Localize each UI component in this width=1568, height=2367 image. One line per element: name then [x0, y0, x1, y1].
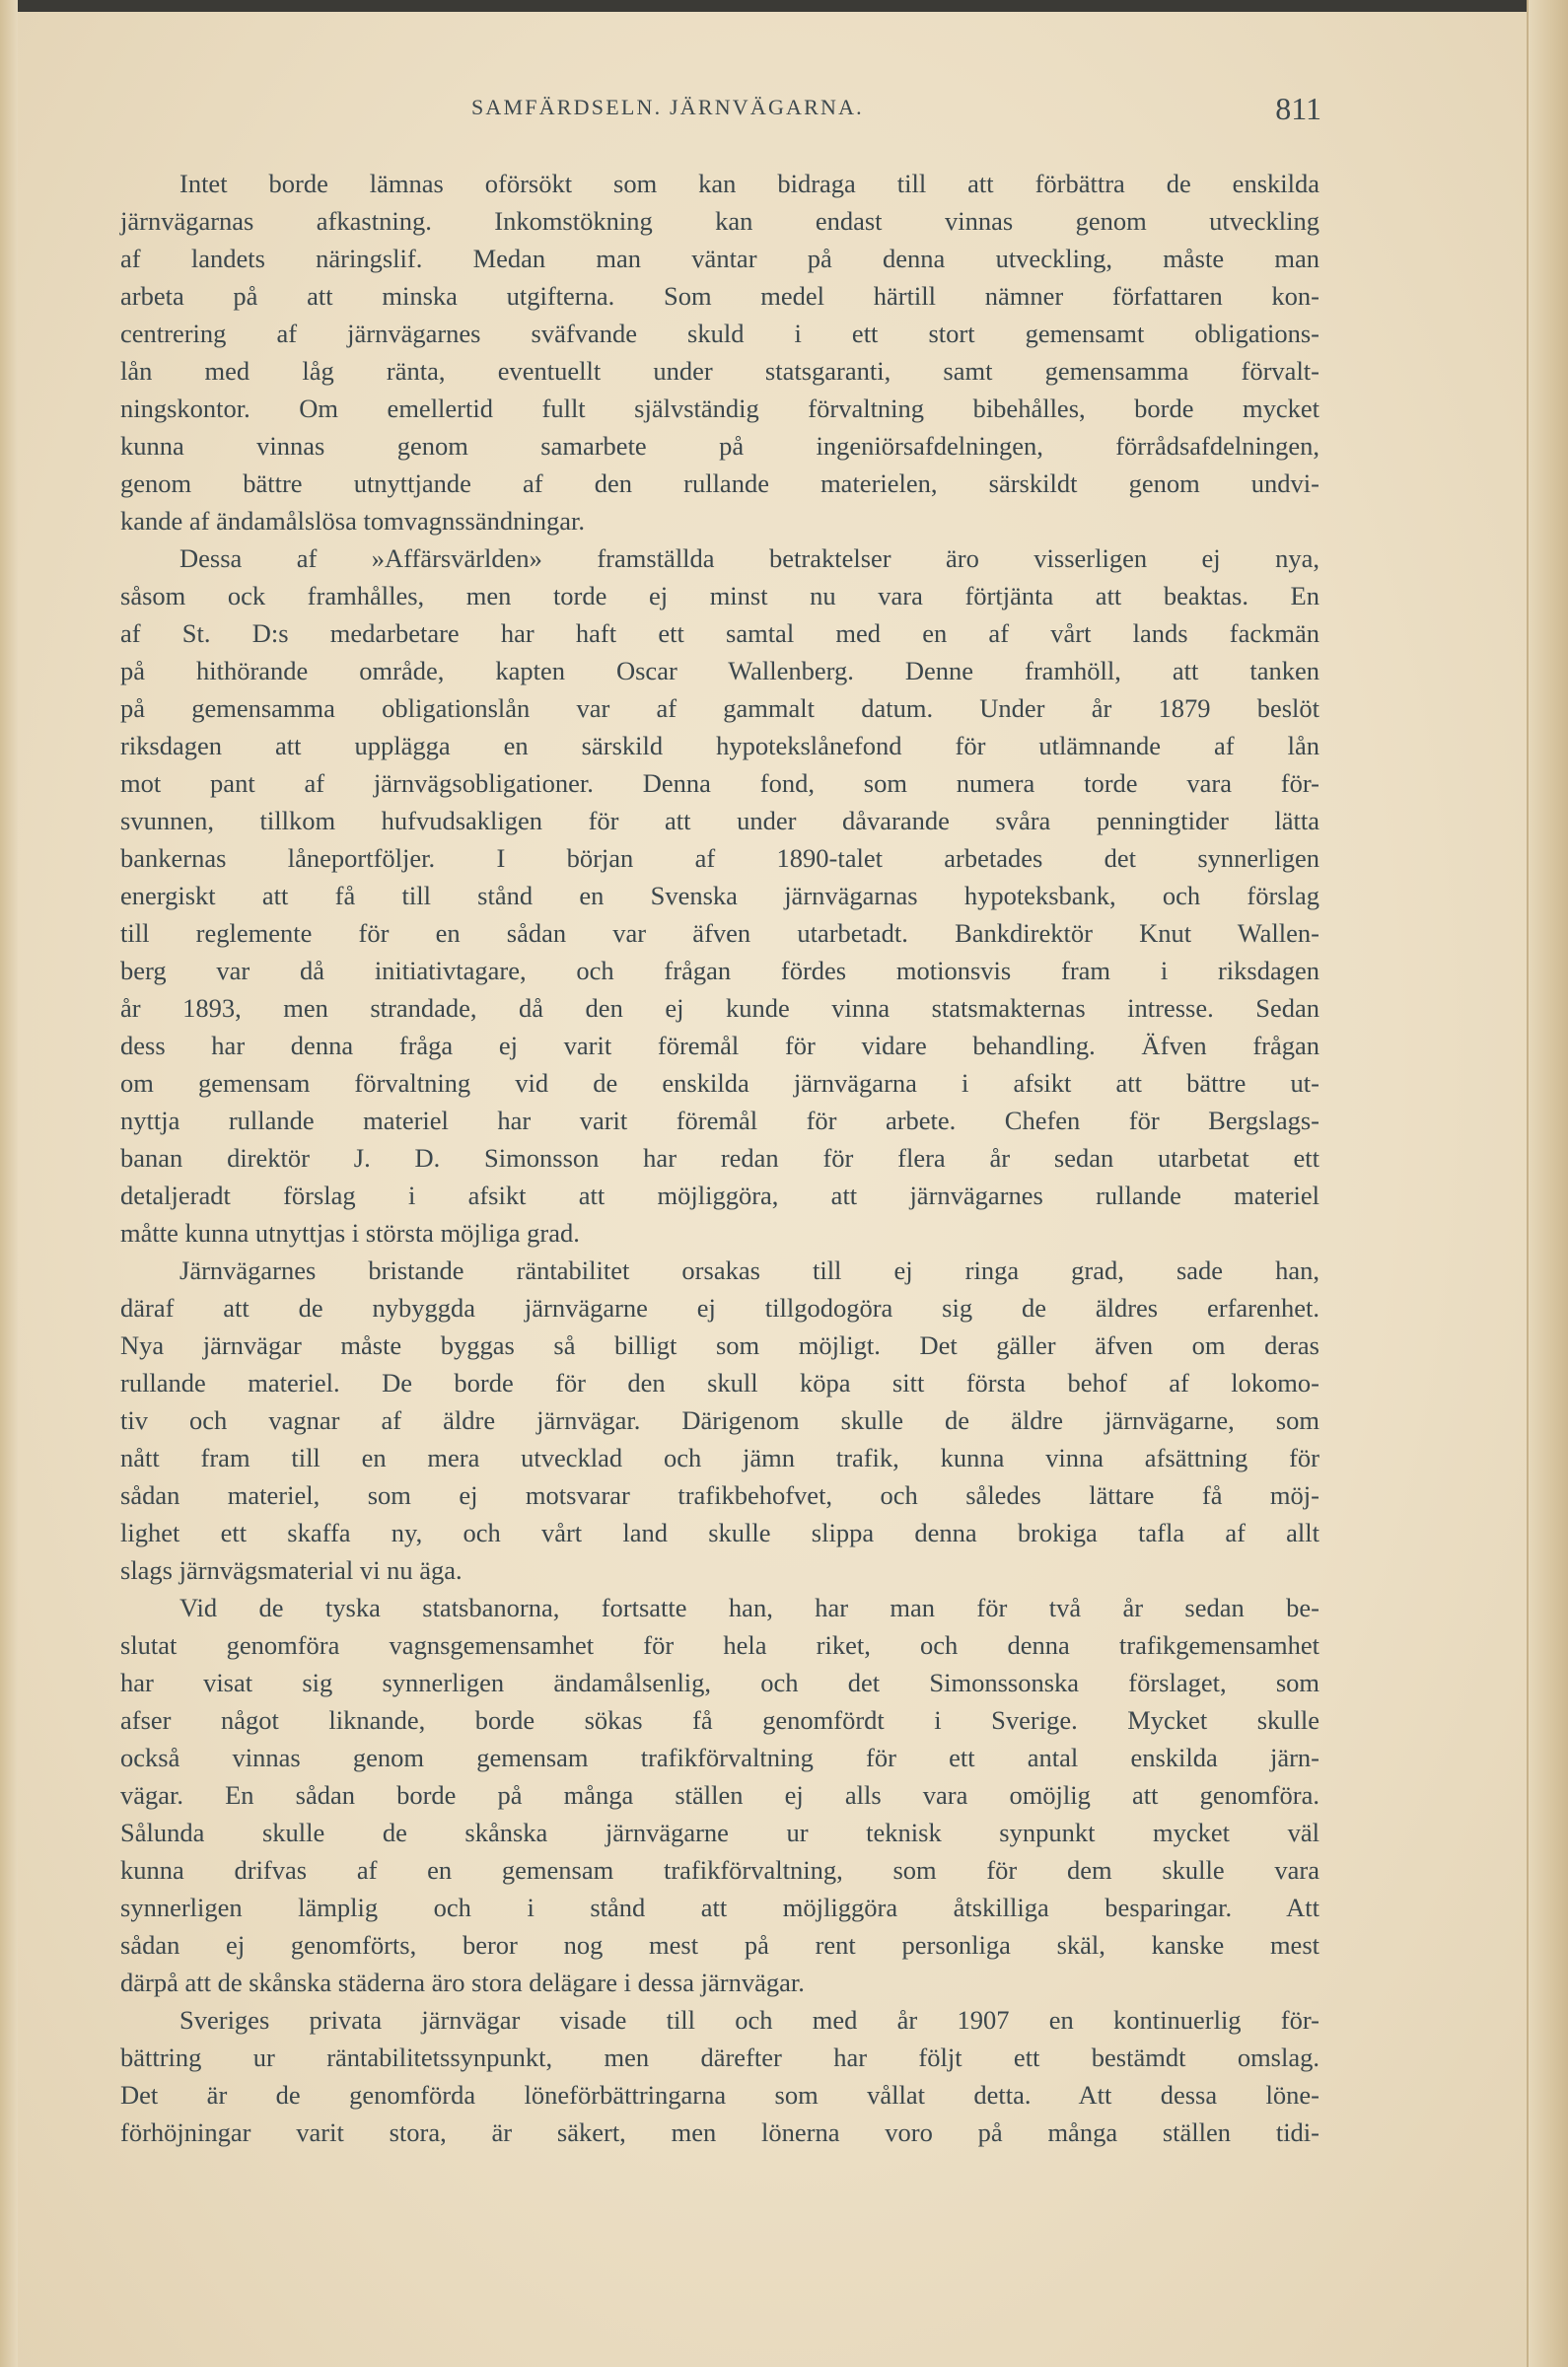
- text-line: därpå att de skånska städerna äro stora delägare i dessa järnvägar.: [120, 1968, 805, 1997]
- text-line: sådan ej genomförts, beror nog mest på rent personliga skäl, kanske mest: [120, 1930, 1319, 1960]
- text-line: synnerligen lämplig och i stånd att möjliggöra åtskilliga besparingar. Att: [120, 1893, 1319, 1922]
- text-line: genom bättre utnyttjande af den rullande materielen, särskildt genom undvi-: [120, 468, 1319, 498]
- text-line: år 1893, men strandade, då den ej kunde vinna statsmakternas intresse. Sedan: [120, 993, 1319, 1023]
- text-line: vägar. En sådan borde på många ställen ej alls vara omöjlig att genomföra.: [120, 1780, 1319, 1810]
- text-line: banan direktör J. D. Simonsson har redan för flera år sedan utarbetat ett: [120, 1143, 1319, 1173]
- text-line: svunnen, tillkom hufvudsakligen för att under dåvarande svåra penningtider lätta: [120, 806, 1319, 835]
- text-line: afser något liknande, borde sökas få genomfördt i Sverige. Mycket skulle: [120, 1705, 1319, 1735]
- text-line: har visat sig synnerligen ändamålsenlig, och det Simonssonska förslaget, som: [120, 1668, 1319, 1697]
- text-line: Nya järnvägar måste byggas så billigt som möjligt. Det gäller äfven om deras: [120, 1330, 1319, 1360]
- text-line: nått fram till en mera utvecklad och jämn trafik, kunna vinna afsättning för: [120, 1443, 1319, 1472]
- text-line: af landets näringslif. Medan man väntar på denna utveckling, måste man: [120, 244, 1319, 273]
- text-line: sådan materiel, som ej motsvarar trafikbehofvet, och således lättare få möj-: [120, 1480, 1319, 1510]
- text-line: riksdagen att upplägga en särskild hypotekslånefond för utlämnande af lån: [120, 731, 1319, 760]
- text-line: lighet ett skaffa ny, och vårt land skulle slippa denna brokiga tafla af allt: [120, 1518, 1319, 1547]
- text-line: mot pant af järnvägsobligationer. Denna fond, som numera torde vara för-: [120, 768, 1319, 798]
- text-line: till reglemente för en sådan var äfven utarbetadt. Bankdirektör Knut Wallen-: [120, 918, 1319, 948]
- text-line: bättring ur räntabilitetssynpunkt, men därefter har följt ett bestämdt omslag.: [120, 2043, 1319, 2072]
- text-line: detaljeradt förslag i afsikt att möjliggöra, att järnvägarnes rullande materiel: [120, 1181, 1319, 1210]
- text-line: berg var då initiativtagare, och frågan fördes motionsvis fram i riksdagen: [120, 956, 1319, 985]
- text-line: arbeta på att minska utgifterna. Som medel härtill nämner författaren kon-: [120, 281, 1319, 311]
- text-line: kande af ändamålslösa tomvagnssändningar.: [120, 506, 585, 536]
- text-line: också vinnas genom gemensam trafikförvaltning för ett antal enskilda järn-: [120, 1743, 1319, 1772]
- text-line: slags järnvägsmaterial vi nu äga.: [120, 1555, 463, 1585]
- text-line: Det är de genomförda löneförbättringarna som vållat detta. Att dessa löne-: [120, 2080, 1319, 2110]
- text-line: af St. D:s medarbetare har haft ett samtal med en af vårt lands fackmän: [120, 618, 1319, 648]
- right-page-edge: [1527, 0, 1568, 2367]
- text-line: lån med låg ränta, eventuellt under statsgaranti, samt gemensamma förvalt-: [120, 356, 1319, 386]
- text-line: centrering af järnvägarnes sväfvande skuld i ett stort gemensamt obligations-: [120, 319, 1319, 348]
- text-line: dess har denna fråga ej varit föremål för vidare behandling. Äfven frågan: [120, 1031, 1319, 1060]
- text-line: Sveriges privata järnvägar visade till och med år 1907 en kontinuerlig för-: [179, 2005, 1319, 2035]
- text-line: Vid de tyska statsbanorna, fortsatte han, har man för två år sedan be-: [179, 1593, 1319, 1622]
- text-line: måtte kunna utnyttjas i största möjliga grad.: [120, 1218, 580, 1248]
- left-page-edge: [0, 0, 18, 2367]
- text-line: Järnvägarnes bristande räntabilitet orsakas till ej ringa grad, sade han,: [179, 1255, 1319, 1285]
- text-line: ningskontor. Om emellertid fullt självständig förvaltning bibehålles, borde mycket: [120, 394, 1319, 423]
- top-border: [0, 0, 1568, 12]
- text-line: på hithörande område, kapten Oscar Wallenberg. Denne framhöll, att tanken: [120, 656, 1319, 685]
- text-line: järnvägarnas afkastning. Inkomstökning kan endast vinnas genom utveckling: [120, 206, 1319, 236]
- text-line: tiv och vagnar af äldre järnvägar. Därigenom skulle de äldre järnvägarne, som: [120, 1405, 1319, 1435]
- text-line: däraf att de nybyggda järnvägarne ej tillgodogöra sig de äldres erfarenhet.: [120, 1293, 1319, 1323]
- text-line: om gemensam förvaltning vid de enskilda järnvägarna i afsikt att bättre ut-: [120, 1068, 1319, 1098]
- text-line: nyttja rullande materiel har varit föremål för arbete. Chefen för Bergslags-: [120, 1106, 1319, 1135]
- text-line: såsom ock framhålles, men torde ej minst nu vara förtjänta att beaktas. En: [120, 581, 1319, 610]
- text-line: Intet borde lämnas oförsökt som kan bidraga till att förbättra de enskilda: [179, 169, 1319, 198]
- text-line: förhöjningar varit stora, är säkert, men lönerna voro på många ställen tidi-: [120, 2117, 1319, 2147]
- text-line: slutat genomföra vagnsgemensamhet för hela riket, och denna trafikgemensamhet: [120, 1630, 1319, 1660]
- running-head-title: SAMFÄRDSELN. JÄRNVÄGARNA.: [471, 95, 864, 119]
- text-line: på gemensamma obligationslån var af gammalt datum. Under år 1879 beslöt: [120, 693, 1319, 723]
- page-number: 811: [1275, 91, 1321, 126]
- running-head: [118, 91, 1321, 130]
- text-line: Dessa af »Affärsvärlden» framställda betraktelser äro visserligen ej nya,: [179, 543, 1319, 573]
- text-line: energiskt att få till stånd en Svenska järnvägarnas hypoteksbank, och förslag: [120, 881, 1319, 910]
- body-text: [120, 165, 1319, 2151]
- text-line: bankernas låneportföljer. I början af 1890-talet arbetades det synnerligen: [120, 843, 1319, 873]
- text-line: kunna vinnas genom samarbete på ingeniörsafdelningen, förrådsafdelningen,: [120, 431, 1319, 461]
- text-line: rullande materiel. De borde för den skull köpa sitt första behof af lokomo-: [120, 1368, 1319, 1398]
- text-line: Sålunda skulle de skånska järnvägarne ur teknisk synpunkt mycket väl: [120, 1818, 1319, 1847]
- text-line: kunna drifvas af en gemensam trafikförvaltning, som för dem skulle vara: [120, 1855, 1319, 1885]
